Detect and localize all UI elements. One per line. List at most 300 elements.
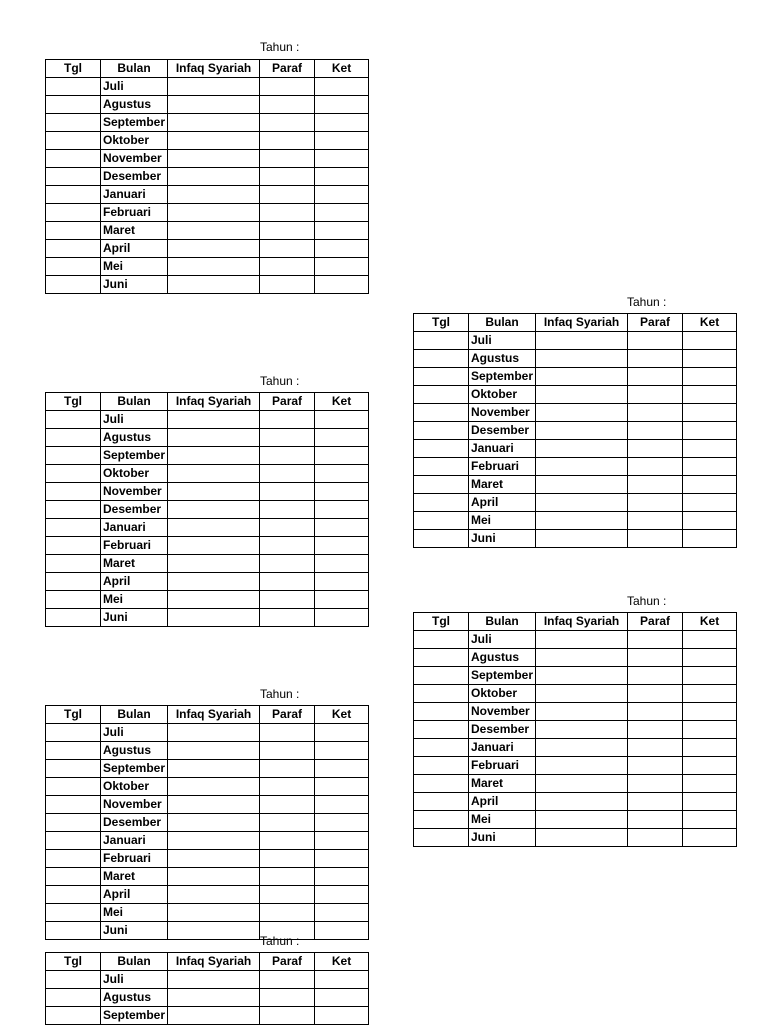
cell-paraf [628,793,683,811]
cell-infaq-syariah [168,832,260,850]
cell-ket [315,483,369,501]
infaq-table [45,59,369,294]
table-row [46,1007,369,1025]
table-row [414,332,737,350]
table-row [414,721,737,739]
cell-infaq-syariah [168,904,260,922]
cell-infaq-syariah [168,276,260,294]
table-row [46,429,369,447]
table-row [46,501,369,519]
cell-tgl [46,96,101,114]
cell-paraf [628,530,683,548]
tahun-label: Tahun : [260,374,300,388]
cell-ket [683,685,737,703]
cell-paraf [628,368,683,386]
cell-ket [315,591,369,609]
table-row [46,971,369,989]
cell-paraf [628,667,683,685]
cell-bulan: Juni [469,829,536,847]
cell-paraf [260,814,315,832]
table-row [46,465,369,483]
cell-paraf [260,555,315,573]
cell-bulan: September [101,447,168,465]
header-paraf: Paraf [260,953,315,971]
cell-infaq-syariah [168,96,260,114]
cell-tgl [414,739,469,757]
cell-paraf [260,429,315,447]
cell-infaq-syariah [168,724,260,742]
cell-infaq-syariah [168,609,260,627]
cell-paraf [260,501,315,519]
cell-bulan: Oktober [469,685,536,703]
cell-infaq-syariah [536,667,628,685]
header-paraf: Paraf [628,314,683,332]
cell-ket [315,904,369,922]
cell-tgl [46,778,101,796]
cell-tgl [46,742,101,760]
cell-ket [315,78,369,96]
table-row [414,685,737,703]
cell-paraf [260,465,315,483]
cell-infaq-syariah [168,796,260,814]
cell-tgl [46,989,101,1007]
cell-paraf [628,811,683,829]
header-paraf: Paraf [628,613,683,631]
cell-infaq-syariah [168,868,260,886]
cell-infaq-syariah [536,404,628,422]
cell-ket [315,537,369,555]
cell-infaq-syariah [168,814,260,832]
cell-ket [315,742,369,760]
cell-ket [315,114,369,132]
cell-tgl [46,609,101,627]
cell-tgl [414,793,469,811]
cell-bulan: Juli [469,631,536,649]
cell-tgl [46,555,101,573]
cell-bulan: April [101,240,168,258]
cell-paraf [260,989,315,1007]
cell-tgl [414,685,469,703]
cell-tgl [46,465,101,483]
cell-tgl [414,458,469,476]
cell-paraf [628,386,683,404]
cell-infaq-syariah [536,793,628,811]
cell-infaq-syariah [168,240,260,258]
cell-infaq-syariah [168,850,260,868]
header-ket: Ket [683,613,737,631]
cell-bulan: Desember [469,422,536,440]
table-row [414,350,737,368]
cell-ket [315,429,369,447]
table-row [414,404,737,422]
cell-paraf [260,96,315,114]
cell-infaq-syariah [168,971,260,989]
table-row [414,631,737,649]
cell-paraf [260,796,315,814]
cell-infaq-syariah [536,476,628,494]
cell-ket [683,440,737,458]
cell-paraf [260,1007,315,1025]
cell-paraf [260,904,315,922]
cell-infaq-syariah [168,886,260,904]
infaq-table [45,952,369,1025]
cell-paraf [260,832,315,850]
table-row [46,922,369,940]
cell-tgl [46,150,101,168]
cell-paraf [628,721,683,739]
table-row [46,537,369,555]
cell-paraf [260,483,315,501]
cell-ket [315,1007,369,1025]
cell-ket [683,350,737,368]
table-row [414,649,737,667]
cell-infaq-syariah [168,573,260,591]
cell-paraf [260,411,315,429]
cell-infaq-syariah [168,537,260,555]
header-bulan: Bulan [101,60,168,78]
cell-infaq-syariah [168,114,260,132]
table-row [46,258,369,276]
table-row [46,222,369,240]
table-row [46,276,369,294]
cell-tgl [414,811,469,829]
table-row [46,832,369,850]
cell-tgl [414,404,469,422]
table-row [46,724,369,742]
cell-paraf [260,222,315,240]
cell-paraf [628,404,683,422]
cell-infaq-syariah [536,721,628,739]
table-row [46,760,369,778]
cell-bulan: Oktober [469,386,536,404]
cell-bulan: Mei [101,591,168,609]
cell-bulan: April [101,886,168,904]
cell-tgl [46,186,101,204]
cell-bulan: Februari [101,850,168,868]
header-row [414,314,737,332]
header-ket: Ket [315,953,369,971]
cell-ket [315,204,369,222]
cell-paraf [260,868,315,886]
cell-ket [315,501,369,519]
cell-bulan: Juni [469,530,536,548]
table-row [46,96,369,114]
cell-ket [315,96,369,114]
table-row [414,422,737,440]
cell-tgl [46,886,101,904]
cell-ket [683,721,737,739]
cell-infaq-syariah [168,989,260,1007]
header-bulan: Bulan [101,706,168,724]
infaq-table [413,313,737,548]
cell-bulan: April [469,793,536,811]
cell-ket [315,778,369,796]
cell-ket [683,476,737,494]
cell-ket [315,132,369,150]
infaq-table [45,705,369,940]
header-bulan: Bulan [469,314,536,332]
cell-ket [315,186,369,204]
cell-tgl [414,368,469,386]
cell-paraf [628,350,683,368]
cell-ket [683,332,737,350]
table-row [46,904,369,922]
tahun-label: Tahun : [627,594,667,608]
cell-bulan: Agustus [101,429,168,447]
cell-ket [683,649,737,667]
table-row [46,186,369,204]
cell-infaq-syariah [168,258,260,276]
cell-tgl [414,512,469,530]
cell-bulan: Januari [101,519,168,537]
cell-bulan: Mei [469,512,536,530]
table-row [46,168,369,186]
cell-paraf [260,114,315,132]
cell-paraf [260,168,315,186]
cell-tgl [46,537,101,555]
cell-infaq-syariah [168,150,260,168]
cell-ket [315,922,369,940]
cell-tgl [46,132,101,150]
cell-tgl [46,971,101,989]
header-ket: Ket [315,393,369,411]
cell-ket [315,989,369,1007]
cell-bulan: April [101,573,168,591]
cell-paraf [628,494,683,512]
cell-ket [683,512,737,530]
table-row [46,814,369,832]
table-row [46,850,369,868]
cell-ket [315,796,369,814]
cell-ket [315,850,369,868]
header-bulan: Bulan [101,953,168,971]
tahun-label: Tahun : [260,40,300,54]
cell-infaq-syariah [536,757,628,775]
cell-ket [315,832,369,850]
cell-paraf [260,276,315,294]
cell-paraf [628,685,683,703]
cell-tgl [46,832,101,850]
cell-infaq-syariah [168,519,260,537]
cell-infaq-syariah [168,922,260,940]
table-row [414,811,737,829]
cell-infaq-syariah [536,739,628,757]
cell-bulan: Agustus [469,649,536,667]
cell-bulan: Juli [101,724,168,742]
header-infaq-syariah: Infaq Syariah [536,314,628,332]
table-row [46,886,369,904]
cell-bulan: Maret [101,555,168,573]
table-row [46,78,369,96]
cell-infaq-syariah [168,168,260,186]
cell-ket [683,530,737,548]
cell-infaq-syariah [536,829,628,847]
cell-bulan: November [469,703,536,721]
cell-ket [683,793,737,811]
header-infaq-syariah: Infaq Syariah [168,706,260,724]
cell-ket [315,258,369,276]
table-row [46,483,369,501]
cell-tgl [414,494,469,512]
cell-bulan: Mei [101,904,168,922]
cell-tgl [46,276,101,294]
cell-paraf [260,258,315,276]
cell-paraf [260,591,315,609]
cell-bulan: November [101,150,168,168]
cell-paraf [628,829,683,847]
cell-paraf [260,886,315,904]
tahun-label: Tahun : [260,687,300,701]
cell-ket [683,631,737,649]
cell-infaq-syariah [168,778,260,796]
cell-ket [315,465,369,483]
header-ket: Ket [683,314,737,332]
cell-infaq-syariah [168,555,260,573]
cell-bulan: Juni [101,922,168,940]
cell-infaq-syariah [168,447,260,465]
cell-tgl [414,440,469,458]
cell-bulan: Februari [101,537,168,555]
cell-paraf [260,150,315,168]
cell-infaq-syariah [168,483,260,501]
cell-ket [315,760,369,778]
cell-paraf [628,703,683,721]
cell-paraf [260,186,315,204]
cell-infaq-syariah [168,1007,260,1025]
cell-paraf [260,519,315,537]
cell-ket [315,150,369,168]
cell-bulan: Agustus [101,96,168,114]
table-row [414,476,737,494]
tahun-label: Tahun : [627,295,667,309]
table-row [414,667,737,685]
infaq-table [45,392,369,627]
cell-paraf [628,332,683,350]
header-tgl: Tgl [46,393,101,411]
table-row [414,368,737,386]
cell-infaq-syariah [168,411,260,429]
cell-tgl [46,447,101,465]
cell-ket [315,573,369,591]
cell-bulan: Desember [101,168,168,186]
cell-bulan: Desember [101,814,168,832]
cell-infaq-syariah [168,222,260,240]
cell-bulan: Januari [469,440,536,458]
cell-tgl [46,258,101,276]
cell-tgl [414,667,469,685]
cell-tgl [46,591,101,609]
cell-ket [683,757,737,775]
cell-ket [315,609,369,627]
cell-tgl [46,850,101,868]
cell-tgl [414,757,469,775]
cell-paraf [260,132,315,150]
cell-tgl [46,760,101,778]
cell-bulan: Januari [101,186,168,204]
cell-bulan: Juli [101,411,168,429]
cell-infaq-syariah [168,591,260,609]
cell-bulan: Juni [101,609,168,627]
header-bulan: Bulan [469,613,536,631]
cell-tgl [46,724,101,742]
cell-paraf [260,850,315,868]
table-row [414,458,737,476]
cell-infaq-syariah [536,512,628,530]
cell-tgl [46,240,101,258]
cell-bulan: Maret [101,868,168,886]
cell-tgl [46,904,101,922]
cell-bulan: Oktober [101,132,168,150]
cell-tgl [46,483,101,501]
table-row [414,530,737,548]
cell-bulan: Juni [101,276,168,294]
header-tgl: Tgl [46,60,101,78]
cell-ket [683,829,737,847]
cell-infaq-syariah [536,368,628,386]
cell-infaq-syariah [168,132,260,150]
cell-bulan: Mei [101,258,168,276]
cell-bulan: September [469,667,536,685]
cell-bulan: September [101,1007,168,1025]
cell-tgl [414,631,469,649]
header-infaq-syariah: Infaq Syariah [168,393,260,411]
cell-tgl [46,796,101,814]
cell-infaq-syariah [168,78,260,96]
cell-tgl [414,829,469,847]
infaq-table [413,612,737,847]
cell-bulan: Maret [101,222,168,240]
table-row [414,440,737,458]
cell-bulan: Maret [469,476,536,494]
cell-tgl [414,422,469,440]
table-row [46,447,369,465]
cell-paraf [260,760,315,778]
cell-bulan: September [101,760,168,778]
tahun-label: Tahun : [260,934,300,948]
cell-ket [315,240,369,258]
cell-paraf [628,775,683,793]
cell-ket [315,724,369,742]
table-row [46,796,369,814]
cell-ket [315,447,369,465]
header-paraf: Paraf [260,706,315,724]
cell-infaq-syariah [536,494,628,512]
table-row [414,793,737,811]
cell-tgl [414,703,469,721]
cell-ket [315,971,369,989]
table-row [414,739,737,757]
cell-bulan: Januari [469,739,536,757]
cell-tgl [46,114,101,132]
cell-paraf [628,739,683,757]
table-row [414,386,737,404]
header-infaq-syariah: Infaq Syariah [168,953,260,971]
cell-infaq-syariah [168,760,260,778]
cell-tgl [46,222,101,240]
table-row [46,150,369,168]
cell-ket [683,386,737,404]
cell-infaq-syariah [536,440,628,458]
cell-bulan: November [101,483,168,501]
cell-ket [683,458,737,476]
cell-ket [315,222,369,240]
cell-paraf [260,204,315,222]
cell-bulan: Oktober [101,778,168,796]
header-tgl: Tgl [414,314,469,332]
cell-paraf [260,742,315,760]
cell-infaq-syariah [536,332,628,350]
cell-tgl [414,332,469,350]
